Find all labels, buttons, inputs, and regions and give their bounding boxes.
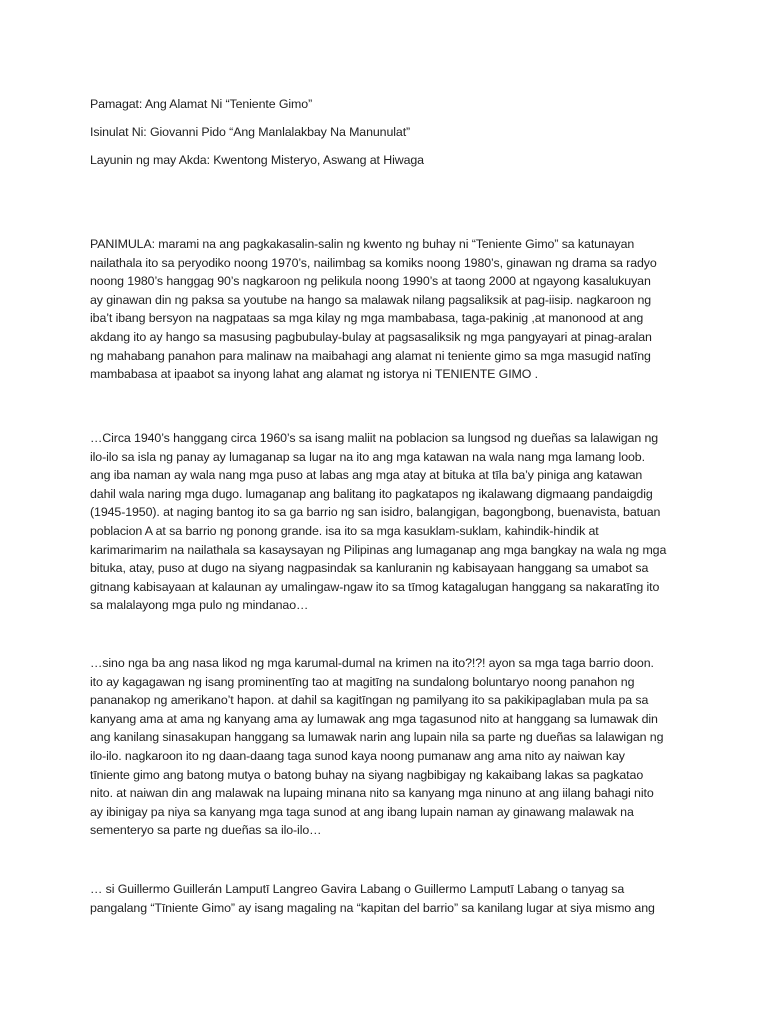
paragraph-line: ng mahabang panahon para malinaw na maibahagi ang alamat ni teniente gimo sa mga masugid natīng — [90, 348, 651, 363]
paragraph-line: ay ginawan din ng paksa sa youtube na hango sa malawak nilang pagsaliksik at pag-iisip. nagkaroon ng — [90, 292, 652, 307]
paragraph-line: gitnang kabisayaan at kalaunan ay umalingaw-ngaw ito sa tīmog katagalugan hanggang sa nakaratīng ito — [90, 579, 660, 594]
paragraph-line: tīniente gimo ang batong mutya o batong buhay na siyang nagbibigay ng kakaibang lakas sa pagkatao — [90, 767, 644, 782]
author-line: Isinulat Ni: Giovanni Pido “Ang Manlalakbay Na Manunulat” — [90, 125, 411, 139]
paragraph-line: nito. at naiwan din ang malawak na lupaing minana nito sa kanyang mga ninuno at ang iilang bahagi nito — [90, 786, 654, 801]
paragraph-line: sementeryo sa parte ng dueñas sa ilo-ilo… — [90, 823, 322, 838]
paragraph-line: iba’t ibang bersyon na nagpataas sa mga kilay ng mga mambabasa, taga-pakinig ,at manonood at ang — [90, 311, 644, 326]
title-line: Pamagat: Ang Alamat Ni “Teniente Gimo” — [90, 97, 313, 111]
paragraph-line: …Circa 1940’s hanggang circa 1960’s sa isang maliit na poblacion sa lungsod ng dueñas sa lalawigan ng — [90, 431, 659, 445]
paragraph-line: PANIMULA: marami na ang pagkakasalin-salin ng kwento ng buhay ni “Teniente Gimo” sa katunayan — [90, 237, 635, 251]
paragraph-line: (1945-1950). at naging bantog ito sa ga barrio ng san isidro, balangigan, bagongbong, buenavista, batuan — [90, 505, 661, 520]
paragraph-panimula — [90, 235, 690, 384]
paragraph-line: bituka, atay, puso at dugo na siyang nagpasindak sa kanluranin ng kabisayaan hanggang sa umabot sa — [90, 561, 649, 576]
paragraph-line: mambabasa at ipaabot sa inyong lahat ang alamat ng istorya ni TENIENTE GIMO . — [90, 367, 539, 382]
paragraph-line: …sino nga ba ang nasa likod ng mga karumal-dumal na krimen na ito?!?! ayon sa mga taga barrio doon. — [90, 656, 654, 670]
paragraph-line: karimarimarim na nailathala sa kasaysayan ng Pilipinas ang lumaganap ang mga bangkay na wala ng mga — [90, 542, 667, 557]
paragraph-line: ang kanilang sinasakupan hanggang sa lumawak narin ang lupain nila sa parte ng dueñas sa lalawigan ng — [90, 730, 664, 745]
paragraph-line: ilo-ilo sa isla ng panay ay lumaganap sa lugar na ito ang mga katawan na wala nang mga lamang loob. — [90, 449, 645, 464]
paragraph-line: ilo-ilo. nagkaroon ito ng daan-daang taga sunod kaya noong pumanaw ang ama nito ay naiwan kay — [90, 748, 625, 763]
paragraph-sino — [90, 654, 690, 840]
paragraph-line: ang iba naman ay wala nang mga puso at labas ang mga atay at bituka at tīla ba’y piniga ang katawan — [90, 468, 643, 483]
paragraph-line: noong 1980’s hanggag 90’s nagkaroon ng pelikula noong 1990’s at taong 2000 at ngayong kasalukuyan — [90, 274, 651, 289]
paragraph-line: akdang ito ay hango sa masusing pagbubulay-bulay at pagsasaliksik ng mga pangyayari at pinag-aralan — [90, 329, 652, 344]
paragraph-line: ay ibinigay pa niya sa kanyang mga taga sunod at ang ibang lupain naman ay ginawang malawak na — [90, 804, 634, 819]
paragraph-line: pananakop ng amerikano’t hapon. at dahil sa kagitīngan ng pamilyang ito sa pakikipaglaban mula pa sa — [90, 693, 649, 708]
paragraph-line: ito ay kagagawan ng isang prominentīng tao at magitīng na sundalong boluntaryo noong panahon ng — [90, 674, 635, 689]
paragraph-line: dahil wala naring mga dugo. lumaganap ang balitang ito pagkatapos ng ikalawang digmaang pandaigdig — [90, 486, 653, 501]
paragraph-line: … si Guillermo Guillerán Lamputī Langreo Gavira Labang o Guillermo Lamputī Labang o tanyag sa — [90, 882, 625, 896]
paragraph-line: kanyang ama at ama ng kanyang ama ay lumawak ang mga tagasunod nito at hanggang sa lumawak din — [90, 711, 658, 726]
paragraph-line: pangalang “Tīniente Gimo” ay isang magaling na “kapitan del barrio” sa kanilang lugar at siya mismo ang — [90, 900, 655, 915]
paragraph-line: sa malalayong mga pulo ng mindanao… — [90, 598, 309, 613]
purpose-line: Layunin ng may Akda: Kwentong Misteryo, Aswang at Hiwaga — [90, 153, 424, 167]
paragraph-guillermo — [90, 880, 690, 917]
paragraph-line: poblacion A at sa barrio ng ponong grande. isa ito sa mga kasuklam-suklam, kahindik-hindik at — [90, 523, 599, 538]
paragraph-line: nailathala ito sa peryodiko noong 1970’s, nailimbag sa komiks noong 1980’s, ginawan ng drama sa radyo — [90, 255, 657, 270]
paragraph-circa — [90, 429, 690, 615]
